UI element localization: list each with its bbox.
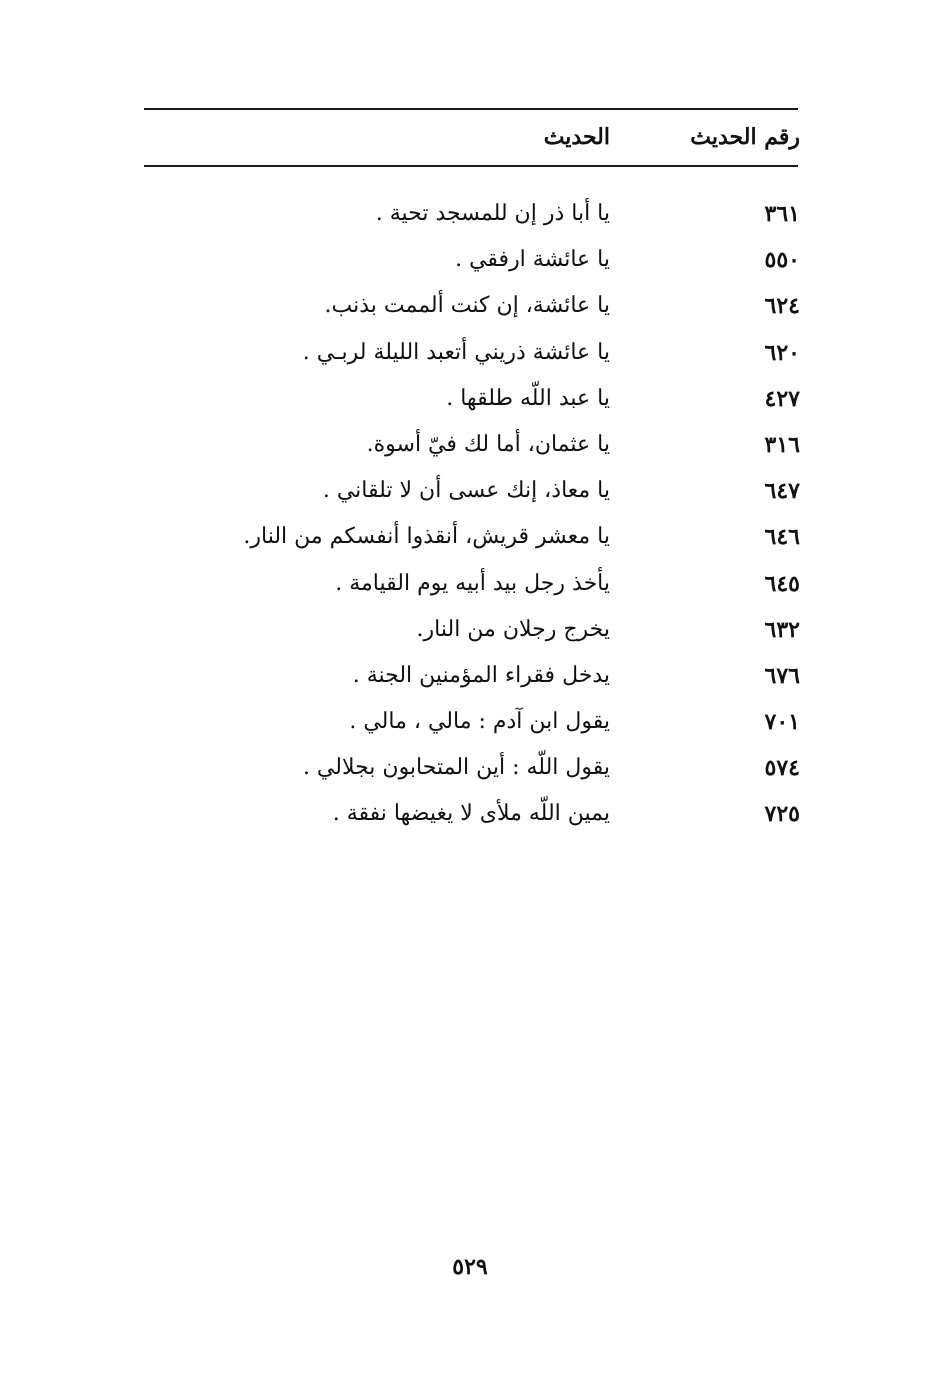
hadith-text: يدخل فقراء المؤمنين الجنة . [352,662,610,688]
hadith-text: يقول اللّه : أين المتحابون بجلالي . [302,755,610,781]
hadith-number: ٦٤٧ [764,478,800,505]
hadith-number: ٦٢٤ [764,293,800,320]
top-rule [144,108,798,110]
hadith-index-list [180,194,800,841]
column-header-hadith: الحديث [543,124,610,150]
hadith-text: يا عائشة ذريني أتعبد الليلة لربـي . [302,339,610,365]
hadith-text: يا عائشة ارفقي . [455,247,610,273]
hadith-number: ٣١٦ [764,431,800,458]
hadith-text: يخرج رجلان من النار. [416,616,610,642]
hadith-number: ٧٢٥ [764,801,800,828]
hadith-number: ٦٢٠ [764,339,800,366]
index-row [180,194,800,240]
page-number: ٥٢٩ [452,1254,488,1280]
hadith-number: ٤٢٧ [764,385,800,412]
hadith-number: ٥٧٤ [764,755,800,782]
index-row [180,748,800,794]
hadith-text: يا معاذ، إنك عسى أن لا تلقاني . [322,478,610,504]
index-row [180,610,800,656]
index-row [180,656,800,702]
index-row [180,379,800,425]
hadith-text: يأخذ رجل بيد أبيه يوم القيامة . [335,570,610,596]
hadith-number: ٦٤٦ [764,524,800,551]
index-row [180,240,800,286]
hadith-number: ٥٥٠ [764,247,800,274]
column-header-number: رقم الحديث [690,124,800,150]
hadith-text: يا أبا ذر إن للمسجد تحية . [375,201,610,226]
header-rule [144,165,798,167]
hadith-number: ٦٤٥ [764,570,800,597]
hadith-number: ٦٧٦ [764,662,800,689]
hadith-text: يقول ابن آدم : مالي ، مالي . [349,709,610,735]
index-row [180,702,800,748]
hadith-number: ٣٦١ [764,201,800,227]
hadith-text: يا معشر قريش، أنقذوا أنفسكم من النار. [243,524,610,550]
index-row [180,425,800,471]
index-row [180,564,800,610]
hadith-text: يمين اللّه ملأى لا يغيضها نفقة . [332,801,610,827]
hadith-text: يا عثمان، أما لك فيّ أسوة. [366,431,610,457]
index-row [180,794,800,840]
index-row [180,471,800,517]
hadith-number: ٦٣٢ [764,616,800,643]
hadith-number: ٧٠١ [764,709,800,736]
hadith-text: يا عائشة، إن كنت ألممت بذنب. [324,293,610,319]
index-row [180,517,800,563]
index-row [180,333,800,379]
index-row [180,286,800,332]
hadith-text: يا عبد اللّه طلقها . [446,385,610,411]
